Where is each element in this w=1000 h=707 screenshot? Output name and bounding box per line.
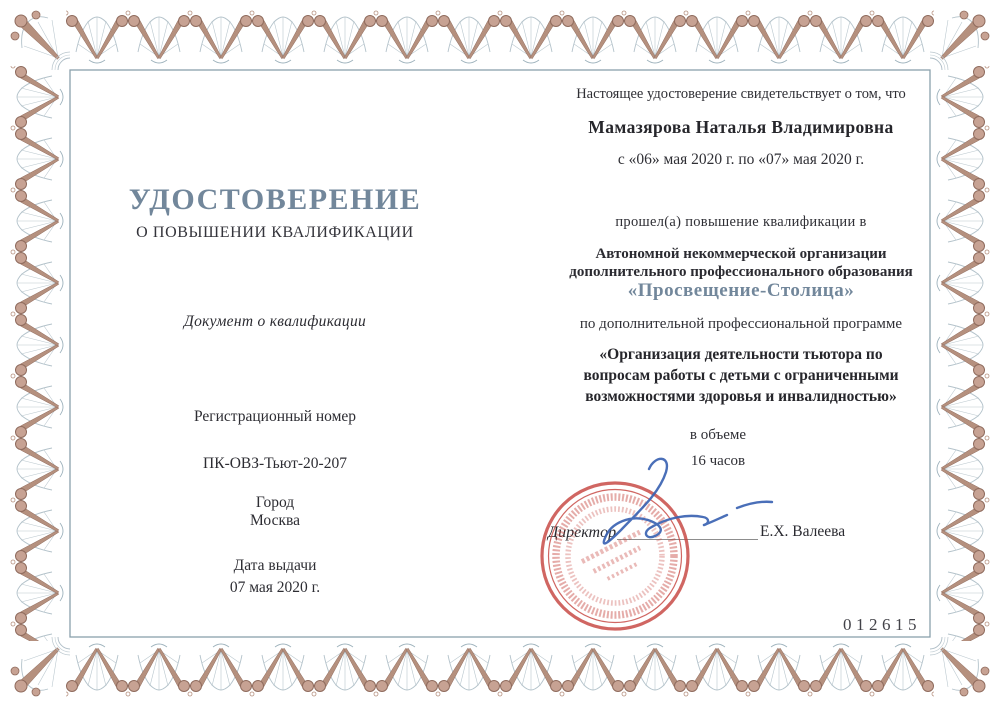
program-title-line2: вопросам работы с детьми с ограниченными (583, 367, 899, 384)
volume-value: 16 часов (690, 453, 746, 469)
document-type-label: Документ о квалификации (183, 313, 367, 330)
serial-number: 012615 (843, 615, 921, 634)
intro-text: Настоящее удостоверение свидетельствует о том, что (576, 86, 906, 102)
registration-number-value: ПК-ОВЗ-Тьют-20-207 (203, 455, 347, 472)
organization-name: «Просвещение-Столица» (627, 280, 855, 301)
volume-label: в объеме (689, 427, 747, 443)
training-period: с «06» мая 2020 г. по «07» мая 2020 г. (617, 151, 865, 168)
program-title (531, 344, 951, 407)
city-label: Город (255, 494, 295, 511)
certificate-title: УДОСТОВЕРЕНИЕ (128, 183, 422, 216)
registration-number-label: Регистрационный номер (193, 408, 357, 425)
program-title-line3: возможностями здоровья и инвалидностью» (585, 388, 897, 405)
director-name: Е.Х. Валеева (760, 523, 846, 540)
program-label: по дополнительной профессиональной программе (579, 316, 903, 332)
signature-line (617, 539, 758, 540)
completion-text: прошел(а) повышение квалификации в (615, 214, 867, 230)
director-label: Директор (548, 524, 617, 541)
city-value: Москва (250, 512, 300, 529)
organization-line2: дополнительного профессионального образования (569, 263, 913, 280)
issue-date-label: Дата выдачи (233, 557, 317, 574)
organization-lines (531, 246, 951, 281)
program-title-line1: «Организация деятельности тьютора по (599, 346, 883, 363)
certificate-subtitle: О ПОВЫШЕНИИ КВАЛИФИКАЦИИ (136, 224, 414, 241)
holder-name: Мамазярова Наталья Владимировна (588, 117, 894, 137)
organization-line1: Автономной некоммерческой организации (595, 246, 887, 262)
issue-date-value: 07 мая 2020 г. (229, 579, 321, 596)
